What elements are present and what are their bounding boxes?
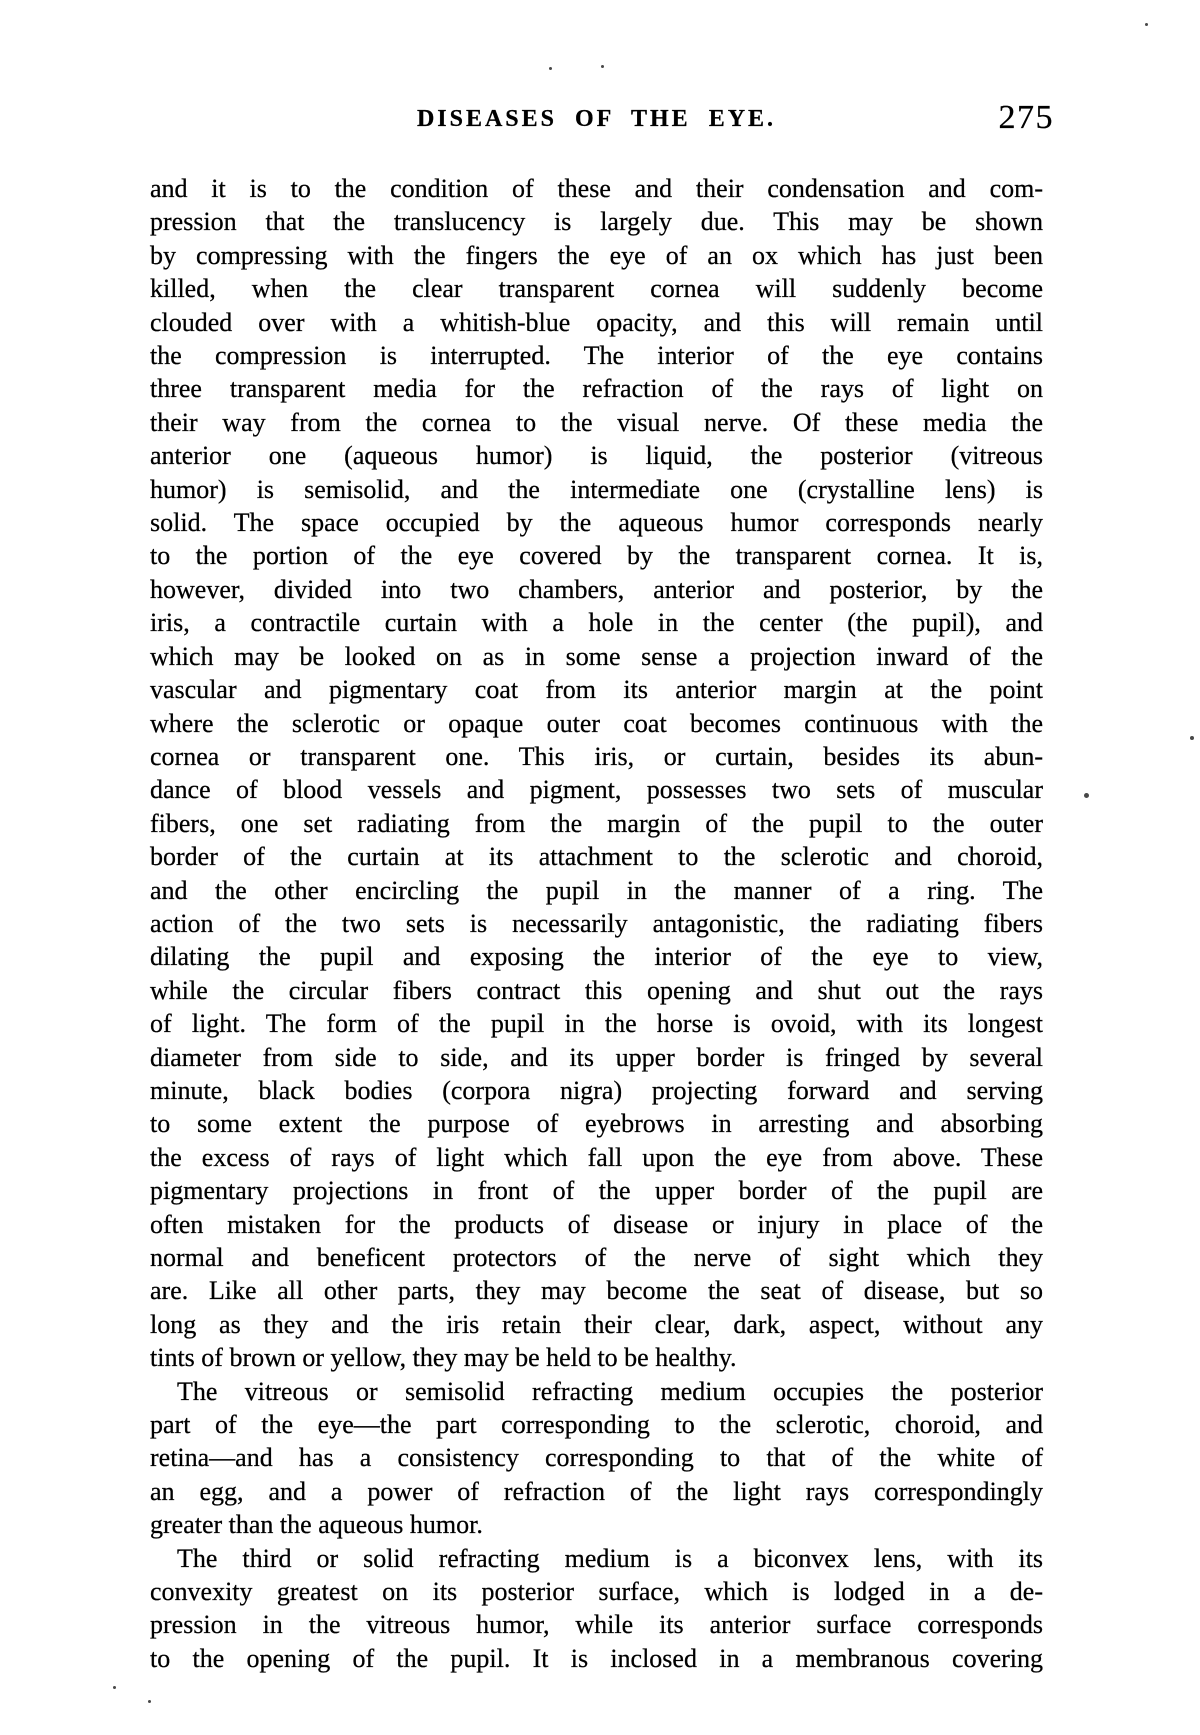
text-line: vascular and pigmentary coat from its anterior margin at the point [150, 675, 1043, 705]
scan-speck [601, 65, 604, 68]
text-line: where the sclerotic or opaque outer coat becomes continuous with the [150, 708, 1043, 738]
text-line: diameter from side to side, and its upper border is fringed by several [150, 1042, 1043, 1072]
text-line: the compression is interrupted. The interior of the eye contains [150, 341, 1043, 371]
text-line: the excess of rays of light which fall upon the eye from above. These [150, 1142, 1043, 1172]
text-line: action of the two sets is necessarily antagonistic, the radiating fibers [150, 908, 1043, 938]
page-number: 275 [998, 99, 1054, 136]
text-line: long as they and the iris retain their clear, dark, aspect, without any [150, 1309, 1043, 1339]
text-line: their way from the cornea to the visual nerve. Of these media the [150, 407, 1043, 437]
text-line: tints of brown or yellow, they may be held to be healthy. [150, 1343, 737, 1373]
text-line: The vitreous or semisolid refracting medium occupies the posterior [177, 1376, 1043, 1406]
text-line: greater than the aqueous humor. [150, 1510, 483, 1540]
text-line: which may be looked on as in some sense a projection inward of the [150, 641, 1043, 671]
text-line: to the portion of the eye covered by the transparent cornea. It is, [150, 541, 1043, 571]
text-line: by compressing with the fingers the eye of an ox which has just been [150, 240, 1043, 270]
text-line: an egg, and a power of refraction of the light rays correspondingly [150, 1476, 1043, 1506]
text-line: fibers, one set radiating from the margin of the pupil to the outer [150, 808, 1043, 838]
scan-speck [549, 67, 552, 70]
text-line: and it is to the condition of these and their condensation and com- [150, 174, 1043, 203]
text-line: part of the eye—the part corresponding to the sclerotic, choroid, and [150, 1410, 1043, 1440]
text-line: and the other encircling the pupil in the manner of a ring. The [150, 875, 1043, 905]
scan-speck [1145, 23, 1148, 26]
text-line: convexity greatest on its posterior surface, which is lodged in a de- [150, 1577, 1043, 1607]
text-line: killed, when the clear transparent cornea will suddenly become [150, 274, 1043, 304]
text-line: while the circular fibers contract this opening and shut out the rays [150, 975, 1043, 1005]
text-line: retina—and has a consistency corresponding to that of the white of [150, 1443, 1043, 1473]
text-line: cornea or transparent one. This iris, or curtain, besides its abun- [150, 741, 1043, 771]
text-line: humor) is semisolid, and the intermediate one (crystalline lens) is [150, 474, 1043, 504]
text-line: to the opening of the pupil. It is inclosed in a membranous covering [150, 1643, 1043, 1673]
text-line: anterior one (aqueous humor) is liquid, the posterior (vitreous [150, 441, 1043, 471]
text-line: normal and beneficent protectors of the nerve of sight which they [150, 1243, 1043, 1272]
text-line: to some extent the purpose of eyebrows in arresting and absorbing [150, 1109, 1043, 1139]
text-line: pression in the vitreous humor, while its anterior surface corresponds [150, 1610, 1043, 1640]
text-line: of light. The form of the pupil in the horse is ovoid, with its longest [150, 1009, 1043, 1039]
scan-speck [1084, 793, 1089, 798]
text-line: pression that the translucency is largely due. This may be shown [150, 207, 1043, 237]
text-line: pigmentary projections in front of the upper border of the pupil are [150, 1176, 1043, 1206]
text-line: border of the curtain at its attachment to the sclerotic and choroid, [150, 842, 1043, 872]
text-line: however, divided into two chambers, anterior and posterior, by the [150, 574, 1043, 604]
page-body-text [150, 172, 1043, 1675]
text-line: solid. The space occupied by the aqueous humor corresponds nearly [150, 508, 1043, 538]
text-line: three transparent media for the refraction of the rays of light on [150, 374, 1043, 404]
text-line: iris, a contractile curtain with a hole in the center (the pupil), and [150, 608, 1043, 638]
text-line: dance of blood vessels and pigment, possesses two sets of muscular [150, 775, 1043, 805]
text-line: The third or solid refracting medium is a biconvex lens, with its [177, 1543, 1043, 1573]
running-header-title: DISEASES OF THE EYE. [416, 106, 777, 132]
scan-speck [1190, 736, 1194, 740]
text-line: are. Like all other parts, they may become the seat of disease, but so [150, 1276, 1043, 1306]
text-line: often mistaken for the products of disease or injury in place of the [150, 1209, 1043, 1239]
scan-speck [113, 1686, 116, 1689]
text-line: dilating the pupil and exposing the interior of the eye to view, [150, 942, 1043, 972]
text-line: minute, black bodies (corpora nigra) projecting forward and serving [150, 1075, 1043, 1105]
scan-speck [148, 1700, 151, 1703]
text-line: clouded over with a whitish-blue opacity, and this will remain until [150, 307, 1043, 337]
